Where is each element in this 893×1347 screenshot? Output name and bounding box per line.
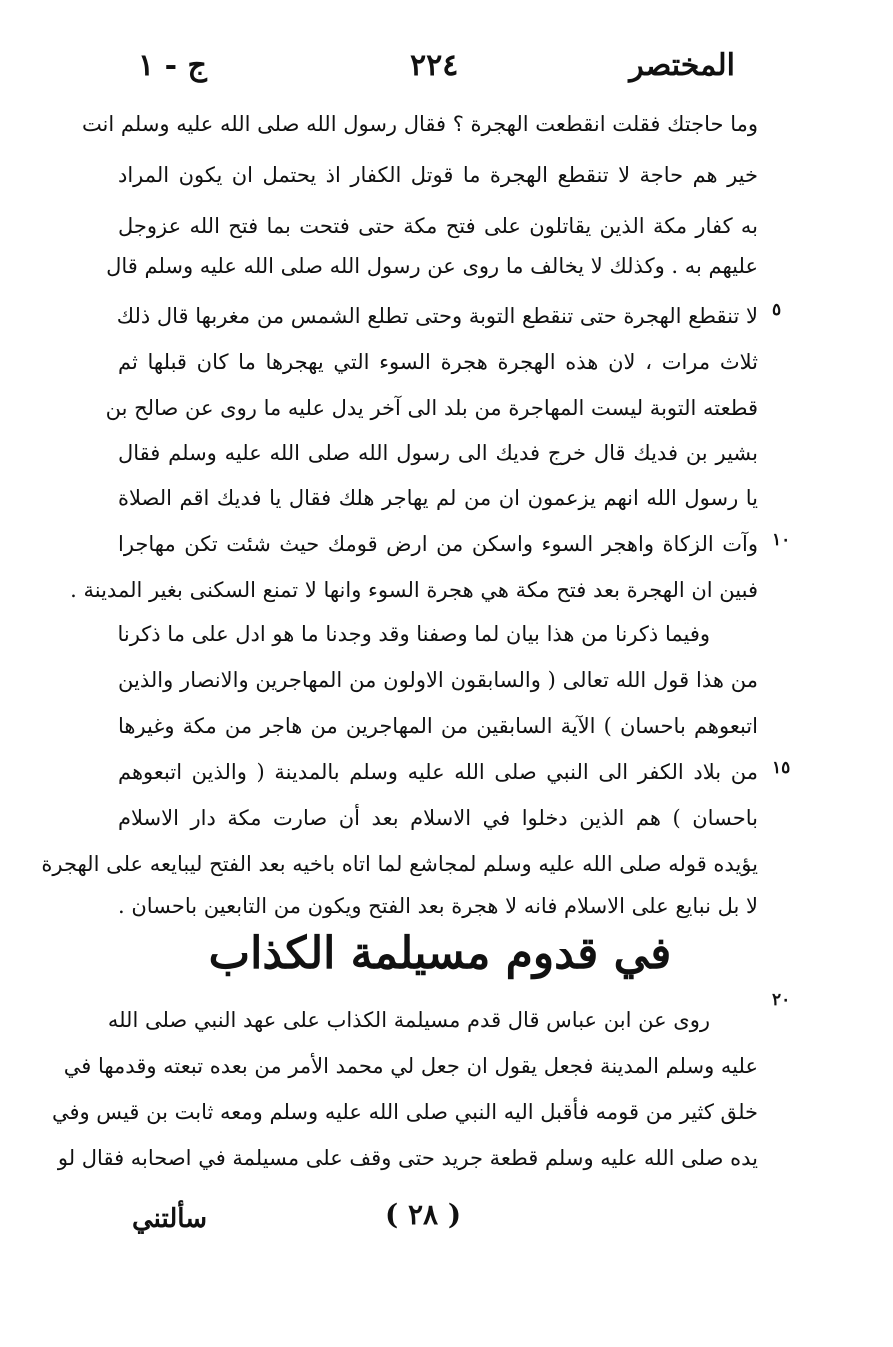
signature-mark: ( ٢٨ ) — [385, 1198, 462, 1231]
text-line: لا بل نبايع على الاسلام فانه لا هجرة بعد الفتح ويكون من التابعين باحسان . — [118, 894, 758, 918]
text-line: خير هم حاجة لا تنقطع الهجرة ما قوتل الكفار اذ يحتمل ان يكون المراد — [118, 163, 758, 187]
section-heading: في قدوم مسيلمة الكذاب — [208, 928, 672, 979]
text-line: عليهم به . وكذلك لا يخالف ما روى عن رسول الله صلى الله عليه وسلم قال — [106, 254, 758, 278]
text-line: عليه وسلم المدينة فجعل يقول ان جعل لي محمد الأمر من بعده تبعته وقدمها في — [63, 1054, 758, 1078]
line-number: ١٠ — [772, 530, 791, 550]
running-title: المختصر — [629, 48, 735, 83]
text-line: روى عن ابن عباس قال قدم مسيلمة الكذاب على عهد النبي صلى الله — [107, 1008, 710, 1032]
text-line: فبين ان الهجرة بعد فتح مكة هي هجرة السوء وانها لا تمنع السكنى بغير المدينة . — [70, 578, 758, 602]
page-number: ٢٢٤ — [410, 48, 459, 83]
text-line: قطعته التوبة ليست المهاجرة من بلد الى آخر يدل عليه ما روى عن صالح بن — [105, 396, 758, 420]
line-number: ١٥ — [772, 758, 791, 778]
text-line: خلق كثير من قومه فأقبل اليه النبي صلى الله عليه وسلم ومعه ثابت بن قيس وفي — [51, 1100, 758, 1124]
text-line: لا تنقطع الهجرة حتى تنقطع التوبة وحتى تطلع الشمس من مغربها قال ذلك — [116, 304, 758, 328]
text-line: به كفار مكة الذين يقاتلون على فتح مكة حتى فتحت بما فتح الله عزوجل — [118, 214, 758, 238]
text-line: من بلاد الكفر الى النبي صلى الله عليه وسلم بالمدينة ( والذين اتبعوهم — [118, 760, 758, 784]
text-line: يده صلى الله عليه وسلم قطعة جريد حتى وقف على مسيلمة في اصحابه فقال لو — [57, 1146, 758, 1170]
catchword: سألتني — [132, 1204, 207, 1234]
line-number: ٥ — [772, 300, 782, 320]
text-line: وفيما ذكرنا من هذا بيان لما وصفنا وقد وجدنا ما هو ادل على ما ذكرنا — [117, 622, 710, 646]
text-line: بشير بن فديك قال خرج فديك الى رسول الله صلى الله عليه وسلم فقال — [118, 441, 758, 465]
text-line: من هذا قول الله تعالى ( والسابقون الاولون من المهاجرين والانصار والذين — [118, 668, 758, 692]
volume-label: ج - ١ — [138, 48, 207, 83]
text-line: وآت الزكاة واهجر السوء واسكن من ارض قومك حيث شئت تكن مهاجرا — [118, 532, 758, 556]
text-line: يؤيده قوله صلى الله عليه وسلم لمجاشع لما اتاه باخيه بعد الفتح ليبايعه على الهجرة — [41, 852, 758, 876]
text-line: باحسان ) هم الذين دخلوا في الاسلام بعد أن صارت مكة دار الاسلام — [118, 806, 758, 830]
text-line: اتبعوهم باحسان ) الآية السابقين من المهاجرين من هاجر من مكة وغيرها — [118, 714, 758, 738]
text-line: ثلاث مرات ، لان هذه الهجرة هجرة السوء التي يهجرها ما كان قبلها ثم — [118, 350, 758, 374]
text-line: يا رسول الله انهم يزعمون ان من لم يهاجر هلك فقال يا فديك اقم الصلاة — [118, 486, 758, 510]
line-number: ٢٠ — [772, 990, 791, 1010]
text-line: وما حاجتك فقلت انقطعت الهجرة ؟ فقال رسول الله صلى الله عليه وسلم انت — [81, 112, 758, 136]
